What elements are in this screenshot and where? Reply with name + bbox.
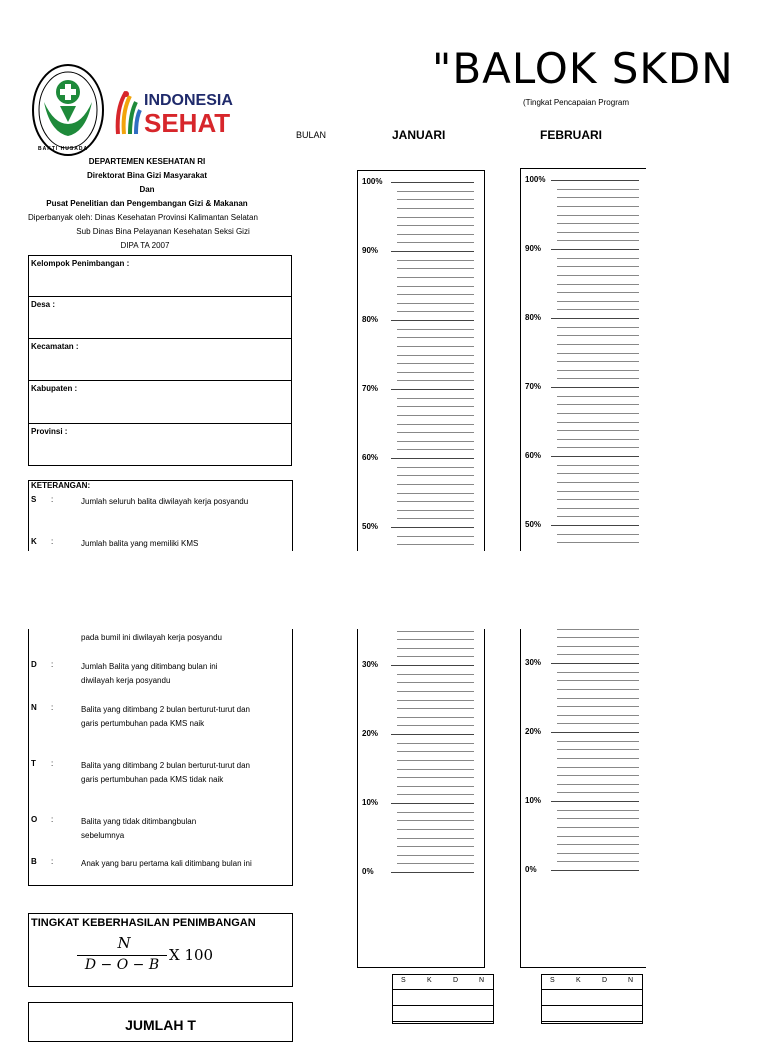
gridline xyxy=(397,199,474,200)
gridline xyxy=(557,836,639,837)
gridline xyxy=(557,473,639,474)
gridline xyxy=(557,758,639,759)
gridline xyxy=(397,510,474,511)
field-kelompok[interactable]: Kelompok Penimbangan : xyxy=(28,255,292,297)
gridline xyxy=(397,242,474,243)
gridline xyxy=(557,413,639,414)
percent-label: 100% xyxy=(525,175,546,184)
keterangan-colon: : xyxy=(51,537,54,546)
gridline xyxy=(557,706,639,707)
gridline xyxy=(397,708,474,709)
gridline xyxy=(557,215,639,216)
gridline xyxy=(397,449,474,450)
formula-box xyxy=(28,913,293,987)
keterangan-key: O xyxy=(31,815,38,824)
gridline xyxy=(557,465,639,466)
gridline xyxy=(557,396,639,397)
gridline xyxy=(397,700,474,701)
formula-numerator: N xyxy=(117,934,131,952)
gridline xyxy=(557,637,639,638)
gridline xyxy=(557,508,639,509)
table-header-d: D xyxy=(602,977,608,984)
gridline xyxy=(557,689,639,690)
keterangan-desc: Jumlah balita yang memiliki KMS xyxy=(81,539,199,548)
indonesia-sehat-icon xyxy=(112,88,142,136)
table-rule xyxy=(393,989,493,990)
gridline xyxy=(551,456,639,457)
percent-label: 80% xyxy=(362,315,379,324)
gridline xyxy=(397,769,474,770)
gridline xyxy=(557,301,639,302)
gridline xyxy=(397,484,474,485)
gridline xyxy=(397,786,474,787)
gridline xyxy=(557,654,639,655)
gridline xyxy=(557,542,639,543)
gridline xyxy=(551,249,639,250)
field-kecamatan[interactable]: Kecamatan : xyxy=(28,339,292,381)
page-subtitle: (Tingkat Pencapaian Program xyxy=(523,98,629,107)
page-title: "BALOK SKDN xyxy=(432,44,734,93)
skdn-table-januari xyxy=(392,974,494,1024)
page-gap xyxy=(0,551,768,629)
percent-label: 100% xyxy=(362,177,383,186)
gridline xyxy=(397,544,474,545)
keterangan-colon: : xyxy=(51,857,54,866)
gridline xyxy=(397,268,474,269)
percent-label: 60% xyxy=(362,453,379,462)
gridline xyxy=(391,872,474,873)
percent-label: 80% xyxy=(525,313,542,322)
percent-label: 70% xyxy=(525,382,542,391)
gridline xyxy=(557,844,639,845)
keterangan-desc: Anak yang baru pertama kali ditimbang bulan ini xyxy=(81,859,252,868)
gridline xyxy=(557,792,639,793)
gridline xyxy=(397,372,474,373)
keterangan-item xyxy=(31,537,289,551)
gridline xyxy=(391,803,474,804)
keterangan-desc: Balita yang ditimbang 2 bulan berturut-turut dan garis pertumbuhan pada KMS naik xyxy=(81,705,250,728)
gridline xyxy=(557,715,639,716)
percent-label: 0% xyxy=(362,867,374,876)
gridline xyxy=(557,327,639,328)
gridline xyxy=(397,493,474,494)
gridline xyxy=(557,284,639,285)
gridline xyxy=(397,217,474,218)
kemenkes-logo xyxy=(30,62,106,158)
keterangan-desc: Balita yang ditimbang 2 bulan berturut-turut dan garis pertumbuhan pada KMS tidak naik xyxy=(81,761,250,784)
month-label-februari: FEBRUARI xyxy=(540,128,602,142)
gridline xyxy=(557,767,639,768)
gridline xyxy=(557,827,639,828)
gridline xyxy=(557,258,639,259)
gridline xyxy=(391,458,474,459)
header-line6: Sub Dinas Bina Pelayanan Kesehatan Seksi Gizi xyxy=(76,227,250,236)
gridline xyxy=(557,275,639,276)
gridline xyxy=(397,277,474,278)
gridline xyxy=(557,861,639,862)
keterangan-key: D xyxy=(31,660,37,669)
gridline xyxy=(397,337,474,338)
gridline xyxy=(397,346,474,347)
formula-title: TINGKAT KEBERHASILAN PENIMBANGAN xyxy=(31,917,256,929)
percent-label: 30% xyxy=(362,660,379,669)
gridline xyxy=(557,447,639,448)
gridline xyxy=(557,422,639,423)
skdn-table-februari xyxy=(541,974,643,1024)
gridline xyxy=(397,260,474,261)
field-kabupaten[interactable]: Kabupaten : xyxy=(28,381,292,424)
percent-label: 60% xyxy=(525,451,542,460)
keterangan-key: T xyxy=(31,759,36,768)
table-rule xyxy=(393,1005,493,1006)
gridline xyxy=(397,812,474,813)
gridline xyxy=(391,665,474,666)
gridline xyxy=(557,292,639,293)
gridline xyxy=(557,741,639,742)
keterangan-title: KETERANGAN: xyxy=(31,481,91,490)
percent-label: 0% xyxy=(525,865,537,874)
gridline xyxy=(557,232,639,233)
gridline xyxy=(551,525,639,526)
gridline xyxy=(391,320,474,321)
percent-label: 70% xyxy=(362,384,379,393)
gridline xyxy=(557,266,639,267)
header-line1: DEPARTEMEN KESEHATAN RI xyxy=(88,157,206,166)
gridline xyxy=(391,389,474,390)
gridline xyxy=(397,355,474,356)
header-line4: Pusat Penelitian dan Pengembangan Gizi & Makanan xyxy=(46,199,248,208)
gridline xyxy=(397,863,474,864)
gridline xyxy=(397,777,474,778)
gridline xyxy=(397,432,474,433)
gridline xyxy=(557,698,639,699)
gridline xyxy=(397,631,474,632)
gridline xyxy=(557,499,639,500)
table-header-n: N xyxy=(628,977,634,984)
percent-label: 90% xyxy=(525,244,542,253)
gridline xyxy=(397,467,474,468)
gridline xyxy=(557,353,639,354)
gridline xyxy=(397,286,474,287)
gridline xyxy=(397,501,474,502)
keterangan-desc: Jumlah Balita yang ditimbang bulan ini diwilayah kerja posyandu xyxy=(81,662,218,685)
header-line2: Direktorat Bina Gizi Masyarakat xyxy=(86,171,208,180)
gridline xyxy=(557,223,639,224)
gridline xyxy=(397,208,474,209)
gridline xyxy=(397,760,474,761)
gridline xyxy=(397,751,474,752)
gridline xyxy=(551,387,639,388)
gridline xyxy=(397,717,474,718)
gridline xyxy=(397,691,474,692)
keterangan-key: N xyxy=(31,703,37,712)
gridline xyxy=(397,794,474,795)
gridline xyxy=(557,784,639,785)
gridline xyxy=(557,430,639,431)
gridline xyxy=(557,370,639,371)
gridline xyxy=(397,846,474,847)
formula-denominator: D − O − B xyxy=(84,957,160,973)
keterangan-colon: : xyxy=(51,495,54,504)
gridline xyxy=(551,801,639,802)
gridline xyxy=(391,734,474,735)
gridline xyxy=(397,656,474,657)
gridline xyxy=(557,206,639,207)
gridline xyxy=(397,674,474,675)
gridline xyxy=(557,378,639,379)
table-header-s: S xyxy=(401,977,406,984)
gridline xyxy=(397,424,474,425)
gridline xyxy=(391,527,474,528)
gridline xyxy=(397,380,474,381)
gridline xyxy=(397,648,474,649)
table-header-k: K xyxy=(576,977,581,984)
gridline xyxy=(557,723,639,724)
gridline xyxy=(397,820,474,821)
gridline xyxy=(397,838,474,839)
gridline xyxy=(397,294,474,295)
gridline xyxy=(397,475,474,476)
gridline xyxy=(397,829,474,830)
table-rule xyxy=(393,1021,493,1022)
gridline xyxy=(397,234,474,235)
gridline xyxy=(397,415,474,416)
gridline xyxy=(557,749,639,750)
gridline xyxy=(397,398,474,399)
gridline xyxy=(391,251,474,252)
gridline xyxy=(391,182,474,183)
gridline xyxy=(557,189,639,190)
gridline xyxy=(397,406,474,407)
gridline xyxy=(557,361,639,362)
jumlah-title: JUMLAH T xyxy=(125,1017,196,1033)
gridline xyxy=(557,335,639,336)
gridline xyxy=(397,441,474,442)
gridline xyxy=(557,240,639,241)
percent-label: 20% xyxy=(525,727,542,736)
gridline xyxy=(557,491,639,492)
keterangan-item xyxy=(31,495,289,523)
gridline xyxy=(397,743,474,744)
keterangan-key: B xyxy=(31,857,37,866)
gridline xyxy=(557,197,639,198)
gridline xyxy=(551,663,639,664)
percent-label: 10% xyxy=(362,798,379,807)
keterangan-desc: Balita yang tidak ditimbangbulan sebelumnya xyxy=(81,817,197,840)
formula-fraction-bar xyxy=(77,955,167,956)
keterangan-colon: : xyxy=(51,703,54,712)
formula-multiplier: X 100 xyxy=(169,946,214,964)
gridline xyxy=(397,639,474,640)
table-rule xyxy=(542,1021,642,1022)
gridline xyxy=(557,646,639,647)
percent-label: 50% xyxy=(362,522,379,531)
gridline xyxy=(557,810,639,811)
gridline xyxy=(397,536,474,537)
gridline xyxy=(551,732,639,733)
bakti-husada-text: BAKTI HUSADA xyxy=(38,146,89,152)
table-header-s: S xyxy=(550,977,555,984)
percent-label: 30% xyxy=(525,658,542,667)
gridline xyxy=(551,180,639,181)
keterangan-key: K xyxy=(31,537,37,546)
header-line7: DIPA TA 2007 xyxy=(120,241,170,250)
table-rule xyxy=(542,1005,642,1006)
gridline xyxy=(557,516,639,517)
gridline xyxy=(557,404,639,405)
keterangan-colon: : xyxy=(51,660,54,669)
percent-label: 20% xyxy=(362,729,379,738)
gridline xyxy=(557,439,639,440)
table-header-k: K xyxy=(427,977,432,984)
gridline xyxy=(551,870,639,871)
brand-sehat: SEHAT xyxy=(144,108,231,138)
percent-label: 10% xyxy=(525,796,542,805)
brand-indonesia: INDONESIA xyxy=(144,92,233,109)
keterangan-box-bottom xyxy=(28,629,293,886)
gridline xyxy=(397,682,474,683)
gridline xyxy=(557,818,639,819)
percent-label: 50% xyxy=(525,520,542,529)
month-label-januari: JANUARI xyxy=(392,128,446,142)
gridline xyxy=(397,855,474,856)
gridline xyxy=(557,680,639,681)
field-desa[interactable]: Desa : xyxy=(28,297,292,339)
gridline xyxy=(557,344,639,345)
gridline xyxy=(557,672,639,673)
gridline xyxy=(397,518,474,519)
gridline xyxy=(397,191,474,192)
gridline xyxy=(557,534,639,535)
table-header-n: N xyxy=(479,977,485,984)
header-line5: Diperbanyak oleh: Dinas Kesehatan Provinsi Kalimantan Selatan xyxy=(28,213,258,222)
gridline xyxy=(551,318,639,319)
table-header-d: D xyxy=(453,977,459,984)
jumlah-box xyxy=(28,1002,293,1042)
percent-label: 90% xyxy=(362,246,379,255)
gridline xyxy=(557,775,639,776)
table-rule xyxy=(542,989,642,990)
keterangan-desc: Jumlah seluruh balita diwilayah kerja posyandu xyxy=(81,497,249,506)
keterangan-colon: : xyxy=(51,815,54,824)
gridline xyxy=(397,225,474,226)
gridline xyxy=(557,853,639,854)
gridline xyxy=(557,482,639,483)
keterangan-colon: : xyxy=(51,759,54,768)
gridline xyxy=(397,303,474,304)
keterangan-key: S xyxy=(31,495,37,504)
gridline xyxy=(397,725,474,726)
keterangan-continued: pada bumil ini diwilayah kerja posyandu xyxy=(81,633,222,642)
gridline xyxy=(397,329,474,330)
bulan-label: BULAN xyxy=(296,130,327,140)
header-line3: Dan xyxy=(139,185,155,194)
field-provinsi[interactable]: Provinsi : xyxy=(28,424,292,466)
keterangan-box-top xyxy=(28,480,293,560)
gridline xyxy=(557,309,639,310)
gridline xyxy=(397,363,474,364)
gridline xyxy=(397,311,474,312)
